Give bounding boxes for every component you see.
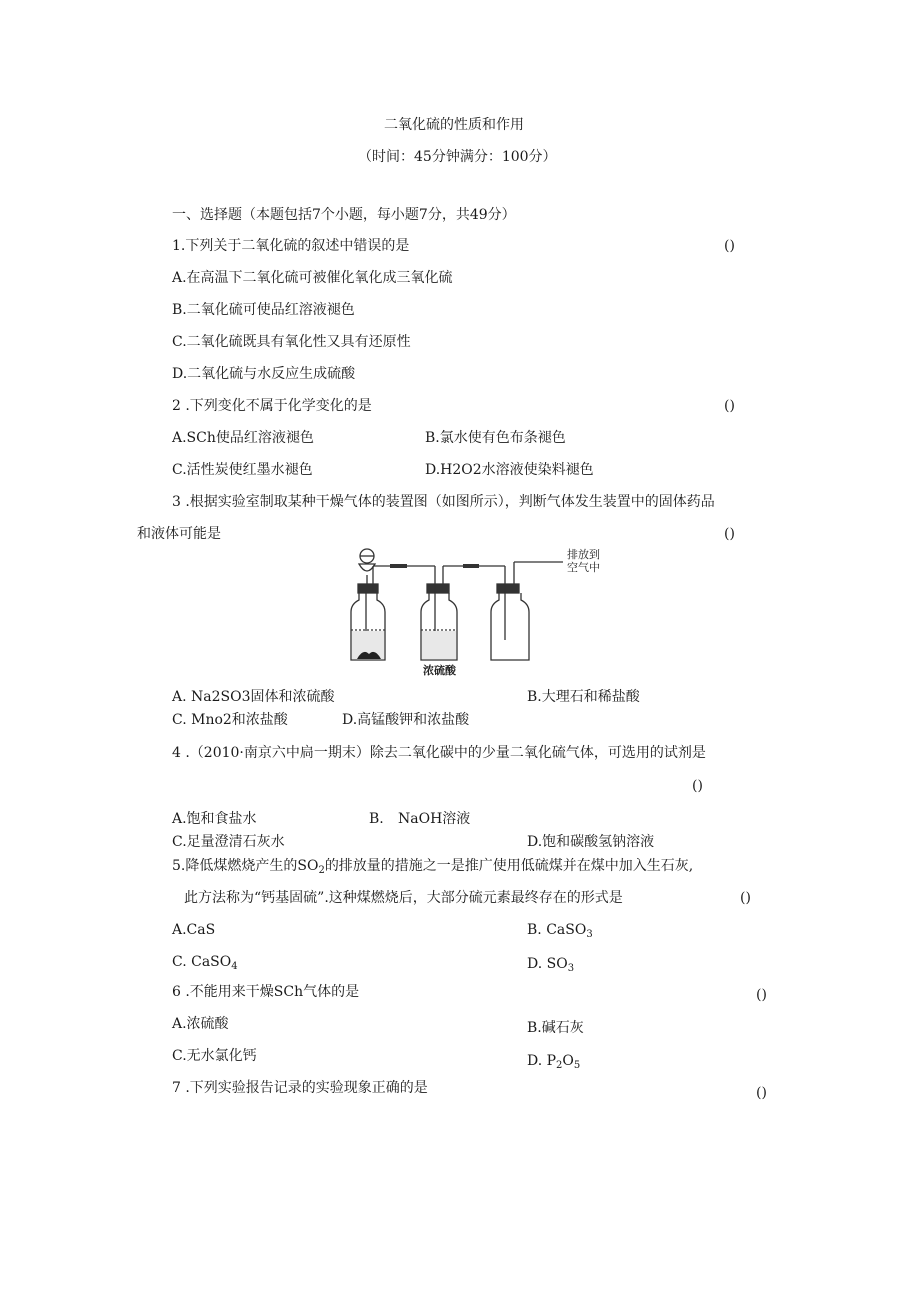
answer-paren: () [740,890,751,906]
question-stem-line-1: 5.降低煤燃烧产生的$SO_2$的排放量的措施之一是推广使用低硫煤并在煤中加入生石灰, [172,858,694,876]
answer-paren: () [756,987,767,1003]
option-b: NaOH溶液 [398,811,471,827]
option-c: C.二氧化硫既具有氧化性又具有还原性 [172,334,411,350]
answer-paren: () [724,398,735,414]
option-c: C. Mno2和浓盐酸 [172,712,288,728]
gas-apparatus-figure [345,544,615,680]
label-concentrated-sulfuric-acid: 浓硫酸 [423,664,456,677]
answer-paren: () [724,238,735,254]
option-a: A. Na2SO3固体和浓硫酸 [172,689,335,705]
option-b: B.大理石和稀盐酸 [527,689,640,705]
option-c: C.活性炭使红墨水褪色 [172,462,313,478]
option-d: D.高锰酸钾和浓盐酸 [342,712,470,728]
question-stem: 6 .不能用来干燥SCh气体的是 [172,984,360,1000]
answer-paren: () [756,1085,767,1101]
question-stem: 2 .下列变化不属于化学变化的是 [172,398,372,414]
option-d: D.二氧化硫与水反应生成硫酸 [172,366,356,382]
option-a: A.SCh使品红溶液褪色 [172,430,314,446]
option-b: B. CaSO$_3$ [527,922,593,940]
option-c: C.足量澄清石灰水 [172,834,285,850]
option-d: D. $P_2O_5$ [527,1053,581,1071]
question-stem: 1.下列关于二氧化硫的叙述中错误的是 [172,238,410,254]
question-stem: 4 .（2010·南京六中扃一期末）除去二氧化碳中的少量二氧化硫气体，可选用的试剂是 [172,745,706,761]
option-a: A.饱和食盐水 [172,811,257,827]
option-b: B.碱石灰 [527,1020,584,1036]
option-d: D. $SO_3$ [527,956,575,974]
option-a: A.CaS [172,922,216,938]
answer-paren: () [724,526,735,542]
label-exhaust-line-2: 空气中 [567,561,600,574]
option-a: A.在高温下二氧化硫可被催化氧化成三氧化硫 [172,270,453,286]
option-d: D.饱和碳酸氢钠溶液 [527,834,655,850]
option-b-letter: B. [369,811,384,827]
label-exhaust-line-1: 排放到 [567,548,600,561]
option-b: B.二氧化硫可使品红溶液褪色 [172,302,355,318]
option-c: C.无水氯化钙 [172,1048,257,1064]
option-b: B.氯水使有色布条褪色 [425,430,566,446]
section-heading: 一、选择题（本题包括7个小题，每小题7分，共49分） [172,207,516,223]
answer-paren: () [692,778,703,794]
option-c: C. CaSO$_4$ [172,954,238,972]
page-title: 二氧化硫的性质和作用 [384,117,524,133]
question-stem-line-2: 和液体可能是 [137,526,221,542]
page-subtitle: （时间：45分钟满分：100分） [358,149,557,165]
option-d: D.H2O2水溶液使染料褪色 [425,462,594,478]
option-a: A.浓硫酸 [172,1016,229,1032]
question-stem-line-2: 此方法称为“钙基固硫”.这种煤燃烧后，大部分硫元素最终存在的形式是 [184,890,623,906]
question-stem: 7 .下列实验报告记录的实验现象正确的是 [172,1080,428,1096]
question-stem-line-1: 3 .根据实验室制取某种干燥气体的装置图（如图所示），判断气体发生装置中的固体药品 [172,494,715,510]
